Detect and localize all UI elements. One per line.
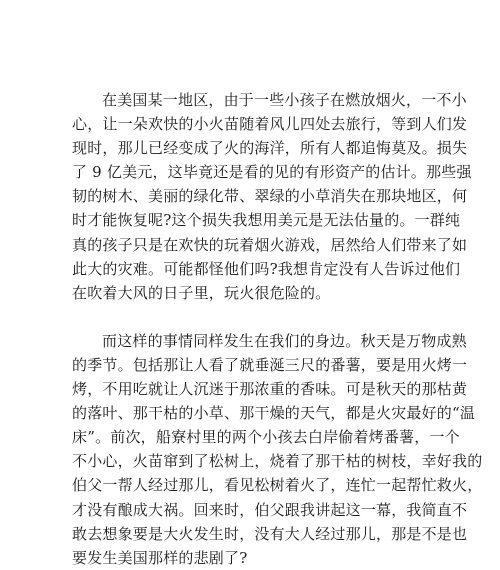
paragraph-line: 现时，那儿已经变成了火的海洋，所有人都追悔莫及。损失 [72,139,468,158]
paragraph-line: 烤，不用吃就让人沉迷于那浓重的香味。可是秋天的那枯黄 [72,380,468,399]
paragraph-line: 的季节。包括那让人看了就垂涎三尺的番薯，要是用火烤一 [72,355,468,374]
paragraph-line: 敢去想象要是大火发生时，没有大人经过那儿，那是不是也 [72,524,468,543]
paragraph-line: 心，让一朵欢快的小火苗随着风儿四处去旅行，等到人们发 [72,115,468,134]
paragraph-line: 伯父一帮人经过那儿，看见松树着火了，连忙一起帮忙救火， [72,476,483,495]
paragraph-line: 了 9 亿美元，这毕竟还是看的见的有形资产的估计。那些强 [72,163,472,182]
paragraph-line: 要发生美国那样的悲剧了? [72,548,248,567]
paragraph-line: 才没有酿成大祸。回来时，伯父跟我讲起这一幕，我简直不 [72,500,468,519]
paragraph-line: 韧的树木、美丽的绿化带、翠绿的小草消失在那块地区，何 [72,187,468,206]
paragraph-line: 床”。前次，船寮村里的两个小孩去白岸偷着烤番薯，一个 [72,428,460,447]
paragraph-line: 不小心，火苗窜到了松树上，烧着了那干枯的树枝，幸好我的 [72,452,483,471]
paragraph-line: 的落叶、那干枯的小草、那干燥的天气，都是火灾最好的“温 [72,404,476,423]
paragraph-line: 此大的灾难。可能都怪他们吗?我想肯定没有人告诉过他们 [72,259,461,278]
paragraph-line: 而这样的事情同样发生在我们的身边。秋天是万物成熟 [102,331,467,350]
paragraph-2 [72,329,483,570]
paragraph-line: 在吹着大风的日子里，玩火很危险的。 [72,283,331,302]
paragraph-line: 在美国某一地区，由于一些小孩子在燃放烟火，一不小 [102,91,467,109]
paragraph-1 [72,88,472,305]
paragraph-line: 真的孩子只是在欢快的玩着烟火游戏，居然给人们带来了如 [72,235,468,254]
document-page [72,88,483,570]
paragraph-line: 时才能恢复呢?这个损失我想用美元是无法估量的。一群纯 [72,211,461,230]
